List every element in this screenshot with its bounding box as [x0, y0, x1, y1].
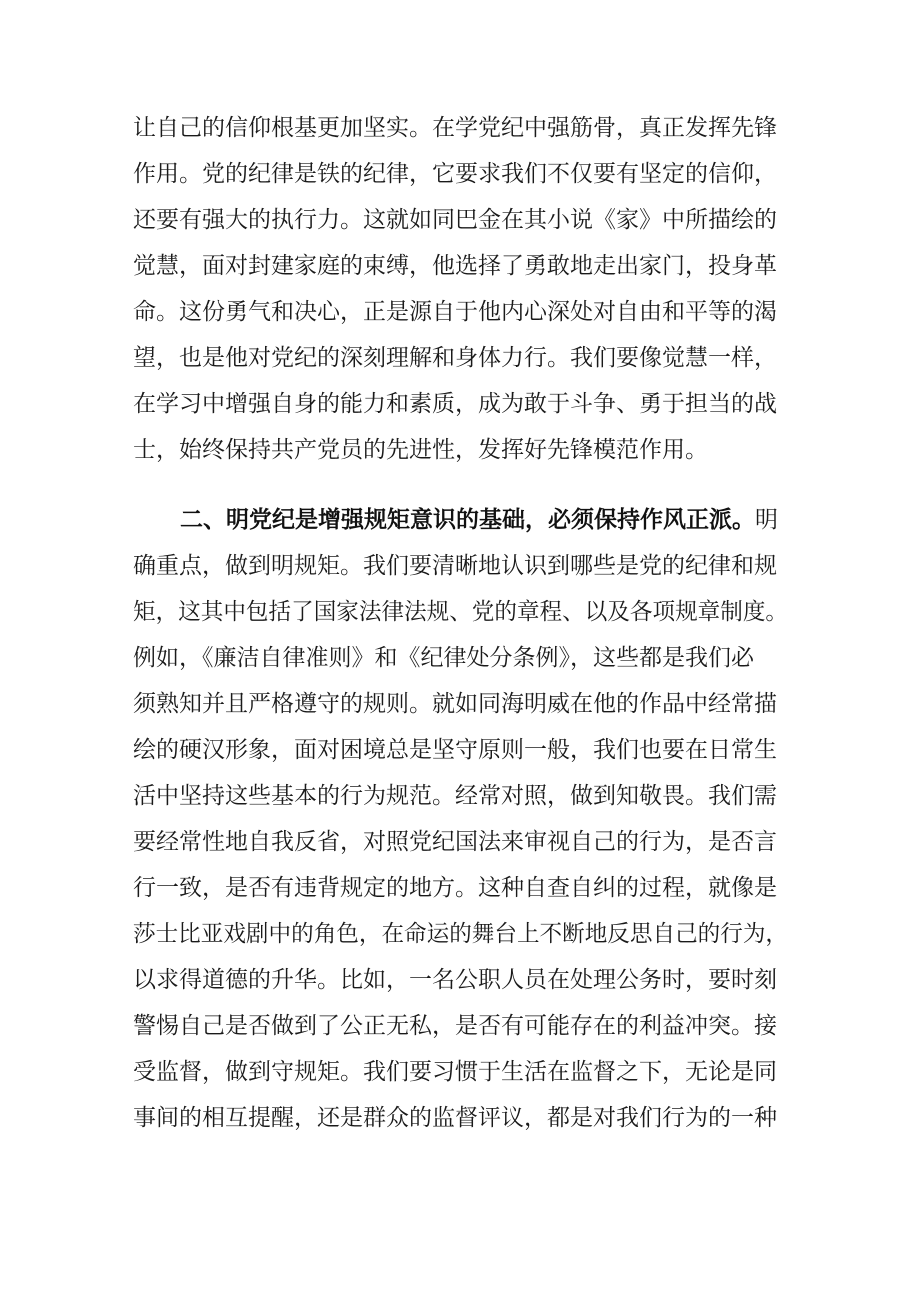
text-line: 在学习中增强自身的能力和素质，成为敢于斗争、勇于担当的战 [133, 391, 777, 417]
text-line: 绘的硬汉形象，面对困境总是坚守原则一般，我们也要在日常生 [133, 737, 777, 763]
section-heading-line [180, 500, 788, 540]
text-line: 矩，这其中包括了国家法律法规、党的章程、以及各项规章制度。 [133, 599, 788, 625]
text-line: 莎士比亚戏剧中的角色，在命运的舞台上不断地反思自己的行为， [133, 921, 788, 947]
text-line: 警惕自己是否做到了公正无私，是否有可能存在的利益冲突。接 [133, 1013, 777, 1039]
text-line: 望，也是他对党纪的深刻理解和身体力行。我们要像觉慧一样， [133, 345, 777, 371]
text-line: 例如，《廉洁自律准则》和《纪律处分条例》，这些都是我们必 [133, 645, 754, 671]
text-line: 事间的相互提醒，还是群众的监督评议，都是对我们行为的一种 [133, 1105, 777, 1131]
text-line: 觉慧，面对封建家庭的束缚，他选择了勇敢地走出家门，投身革 [133, 253, 777, 279]
text-line: 让自己的信仰根基更加坚实。在学党纪中强筋骨，真正发挥先锋 [133, 115, 777, 141]
text-line: 作用。党的纪律是铁的纪律，它要求我们不仅要有坚定的信仰， [133, 161, 777, 187]
text-line: 行一致，是否有违背规定的地方。这种自查自纠的过程，就像是 [133, 875, 777, 901]
text-line: 要经常性地自我反省，对照党纪国法来审视自己的行为，是否言 [133, 829, 777, 855]
text-line: 士，始终保持共产党员的先进性，发挥好先锋模范作用。 [133, 437, 708, 463]
text-line: 活中坚持这些基本的行为规范。经常对照，做到知敬畏。我们需 [133, 783, 777, 809]
text-line: 须熟知并且严格遵守的规则。就如同海明威在他的作品中经常描 [133, 691, 777, 717]
text-line: 确重点，做到明规矩。我们要清晰地认识到哪些是党的纪律和规 [133, 553, 777, 579]
text-line: 以求得道德的升华。比如，一名公职人员在处理公务时，要时刻 [133, 967, 777, 993]
text-line: 受监督，做到守规矩。我们要习惯于生活在监督之下，无论是同 [133, 1059, 777, 1085]
text-line: 命。这份勇气和决心，正是源自于他内心深处对自由和平等的渴 [133, 299, 777, 325]
heading-tail-text: 明 [755, 507, 778, 533]
text-line: 还要有强大的执行力。这就如同巴金在其小说《家》中所描绘的 [133, 207, 777, 233]
section-heading: 二、明党纪是增强规矩意识的基础，必须保持作风正派。 [180, 507, 755, 533]
